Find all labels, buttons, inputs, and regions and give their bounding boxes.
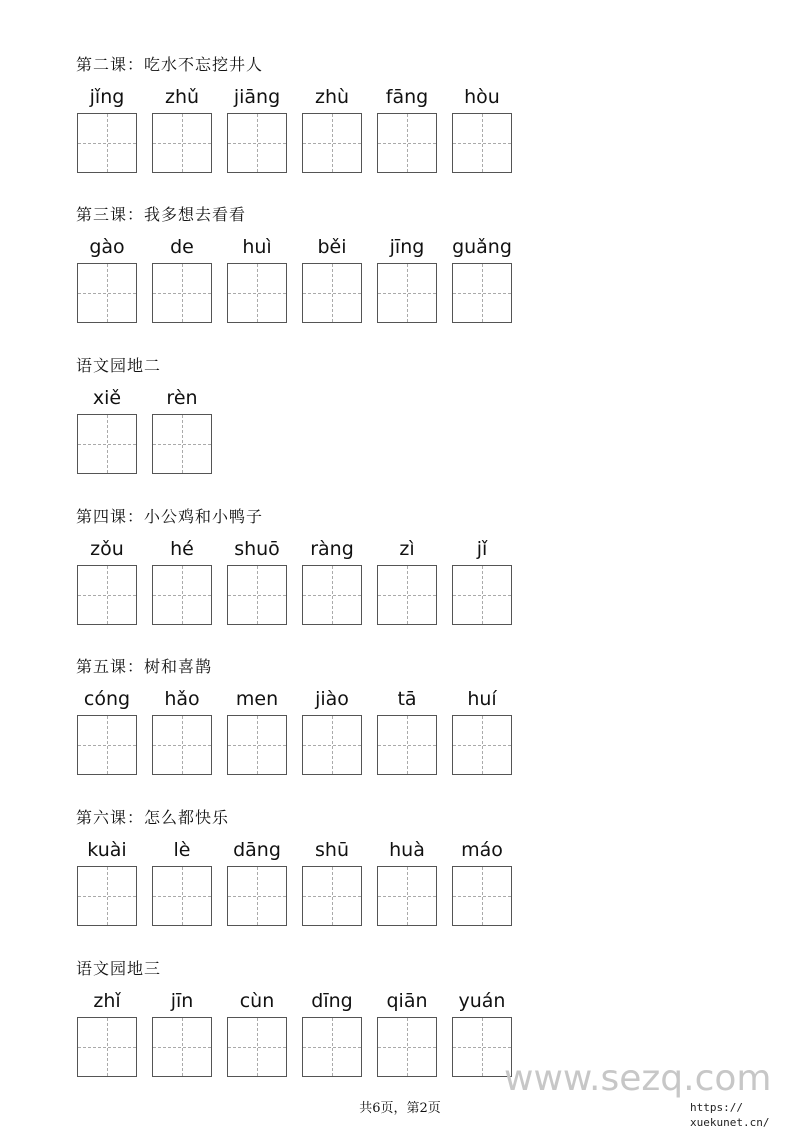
tianzige-writing-box[interactable]	[227, 866, 287, 926]
tianzige-writing-box[interactable]	[77, 565, 137, 625]
character-row	[76, 386, 213, 474]
character-cell	[151, 537, 213, 625]
tianzige-writing-box[interactable]	[302, 113, 362, 173]
pinyin-label: huà	[389, 839, 425, 861]
character-cell	[151, 85, 213, 173]
pinyin-label: jǐ	[476, 538, 488, 560]
tianzige-writing-box[interactable]	[452, 1017, 512, 1077]
pinyin-label: guǎng	[452, 236, 512, 258]
tianzige-writing-box[interactable]	[302, 866, 362, 926]
character-cell	[376, 537, 438, 625]
character-cell	[226, 687, 288, 775]
lesson-section	[76, 55, 513, 173]
tianzige-writing-box[interactable]	[302, 263, 362, 323]
character-cell	[301, 537, 363, 625]
character-cell	[376, 687, 438, 775]
tianzige-writing-box[interactable]	[377, 1017, 437, 1077]
tianzige-writing-box[interactable]	[452, 866, 512, 926]
pinyin-label: cùn	[239, 990, 275, 1012]
tianzige-writing-box[interactable]	[152, 1017, 212, 1077]
watermark-url-line2: xuekunet.cn/	[690, 1116, 770, 1129]
pinyin-label: dāng	[233, 839, 281, 861]
tianzige-writing-box[interactable]	[227, 113, 287, 173]
pinyin-label: huí	[467, 688, 497, 710]
pinyin-label: hòu	[464, 86, 500, 108]
lesson-section	[76, 205, 513, 323]
character-row	[76, 989, 513, 1077]
pinyin-label: jǐng	[89, 86, 125, 108]
character-cell	[451, 537, 513, 625]
tianzige-writing-box[interactable]	[152, 866, 212, 926]
pinyin-label: huì	[242, 236, 272, 258]
character-cell	[76, 537, 138, 625]
section-title: 第四课：小公鸡和小鸭子	[76, 507, 264, 526]
tianzige-writing-box[interactable]	[152, 113, 212, 173]
pinyin-label: zǒu	[90, 538, 124, 560]
lesson-section	[76, 507, 513, 625]
pinyin-label: jiào	[315, 688, 349, 710]
section-title: 第二课：吃水不忘挖井人	[76, 55, 264, 74]
tianzige-writing-box[interactable]	[152, 715, 212, 775]
lesson-section	[76, 657, 513, 775]
tianzige-writing-box[interactable]	[302, 715, 362, 775]
pinyin-label: jīng	[389, 236, 425, 258]
tianzige-writing-box[interactable]	[452, 113, 512, 173]
pinyin-label: cóng	[83, 688, 131, 710]
character-cell	[76, 235, 138, 323]
pinyin-label: rèn	[166, 387, 198, 409]
character-cell	[151, 235, 213, 323]
character-cell	[301, 989, 363, 1077]
tianzige-writing-box[interactable]	[377, 866, 437, 926]
character-cell	[151, 989, 213, 1077]
tianzige-writing-box[interactable]	[77, 263, 137, 323]
character-cell	[376, 989, 438, 1077]
character-cell	[76, 838, 138, 926]
character-cell	[376, 85, 438, 173]
character-cell	[151, 386, 213, 474]
pinyin-label: xiě	[92, 387, 122, 409]
pinyin-label: kuài	[87, 839, 127, 861]
pinyin-label: men	[235, 688, 279, 710]
pinyin-label: jiāng	[233, 86, 281, 108]
character-cell	[226, 235, 288, 323]
tianzige-writing-box[interactable]	[152, 565, 212, 625]
character-cell	[76, 687, 138, 775]
section-title: 语文园地三	[76, 959, 162, 978]
pinyin-label: yuán	[458, 990, 506, 1012]
tianzige-writing-box[interactable]	[452, 263, 512, 323]
pinyin-label: lè	[173, 839, 191, 861]
lesson-section	[76, 808, 513, 926]
section-title: 语文园地二	[76, 356, 162, 375]
tianzige-writing-box[interactable]	[377, 113, 437, 173]
character-cell	[451, 235, 513, 323]
character-cell	[151, 687, 213, 775]
tianzige-writing-box[interactable]	[77, 414, 137, 474]
pinyin-label: shuō	[234, 538, 280, 560]
character-row	[76, 85, 513, 173]
pinyin-label: zhǐ	[93, 990, 121, 1012]
character-cell	[376, 838, 438, 926]
character-cell	[301, 85, 363, 173]
character-cell	[451, 838, 513, 926]
character-cell	[451, 85, 513, 173]
tianzige-writing-box[interactable]	[452, 715, 512, 775]
tianzige-writing-box[interactable]	[77, 866, 137, 926]
pinyin-label: dīng	[311, 990, 353, 1012]
section-title: 第五课：树和喜鹊	[76, 657, 213, 676]
pinyin-label: ràng	[310, 538, 354, 560]
tianzige-writing-box[interactable]	[377, 715, 437, 775]
character-cell	[226, 85, 288, 173]
pinyin-label: de	[170, 236, 194, 258]
pinyin-label: tā	[397, 688, 417, 710]
character-row	[76, 537, 513, 625]
character-row	[76, 235, 513, 323]
tianzige-writing-box[interactable]	[227, 565, 287, 625]
tianzige-writing-box[interactable]	[302, 565, 362, 625]
character-cell	[451, 687, 513, 775]
tianzige-writing-box[interactable]	[152, 414, 212, 474]
pinyin-label: gào	[89, 236, 125, 258]
pinyin-label: hé	[170, 538, 194, 560]
tianzige-writing-box[interactable]	[152, 263, 212, 323]
pinyin-label: fāng	[385, 86, 429, 108]
watermark-text: www.sezq.com	[504, 1058, 772, 1099]
lesson-section	[76, 356, 213, 474]
character-cell	[76, 85, 138, 173]
pinyin-label: zhù	[314, 86, 350, 108]
tianzige-writing-box[interactable]	[452, 565, 512, 625]
pinyin-label: shū	[315, 839, 349, 861]
watermark-url	[690, 1100, 780, 1130]
character-cell	[76, 386, 138, 474]
pinyin-label: hǎo	[164, 688, 200, 710]
character-row	[76, 687, 513, 775]
character-cell	[151, 838, 213, 926]
pinyin-label: zì	[399, 538, 415, 560]
character-cell	[226, 989, 288, 1077]
character-cell	[301, 687, 363, 775]
pinyin-label: zhǔ	[164, 86, 200, 108]
tianzige-writing-box[interactable]	[77, 715, 137, 775]
tianzige-writing-box[interactable]	[77, 1017, 137, 1077]
tianzige-writing-box[interactable]	[227, 1017, 287, 1077]
pinyin-label: qiān	[386, 990, 428, 1012]
character-cell	[226, 537, 288, 625]
character-cell	[76, 989, 138, 1077]
pinyin-label: jīn	[170, 990, 194, 1012]
tianzige-writing-box[interactable]	[377, 565, 437, 625]
tianzige-writing-box[interactable]	[227, 263, 287, 323]
tianzige-writing-box[interactable]	[77, 113, 137, 173]
section-title: 第三课：我多想去看看	[76, 205, 247, 224]
pinyin-label: běi	[317, 236, 347, 258]
pinyin-label: máo	[461, 839, 503, 861]
character-cell	[376, 235, 438, 323]
section-title: 第六课：怎么都快乐	[76, 808, 230, 827]
character-cell	[301, 838, 363, 926]
lesson-section	[76, 959, 513, 1077]
tianzige-writing-box[interactable]	[227, 715, 287, 775]
tianzige-writing-box[interactable]	[302, 1017, 362, 1077]
character-cell	[226, 838, 288, 926]
character-row	[76, 838, 513, 926]
tianzige-writing-box[interactable]	[377, 263, 437, 323]
page-number: 共6页，第2页	[359, 1101, 441, 1116]
watermark-url-line1: https://	[690, 1101, 743, 1114]
character-cell	[301, 235, 363, 323]
